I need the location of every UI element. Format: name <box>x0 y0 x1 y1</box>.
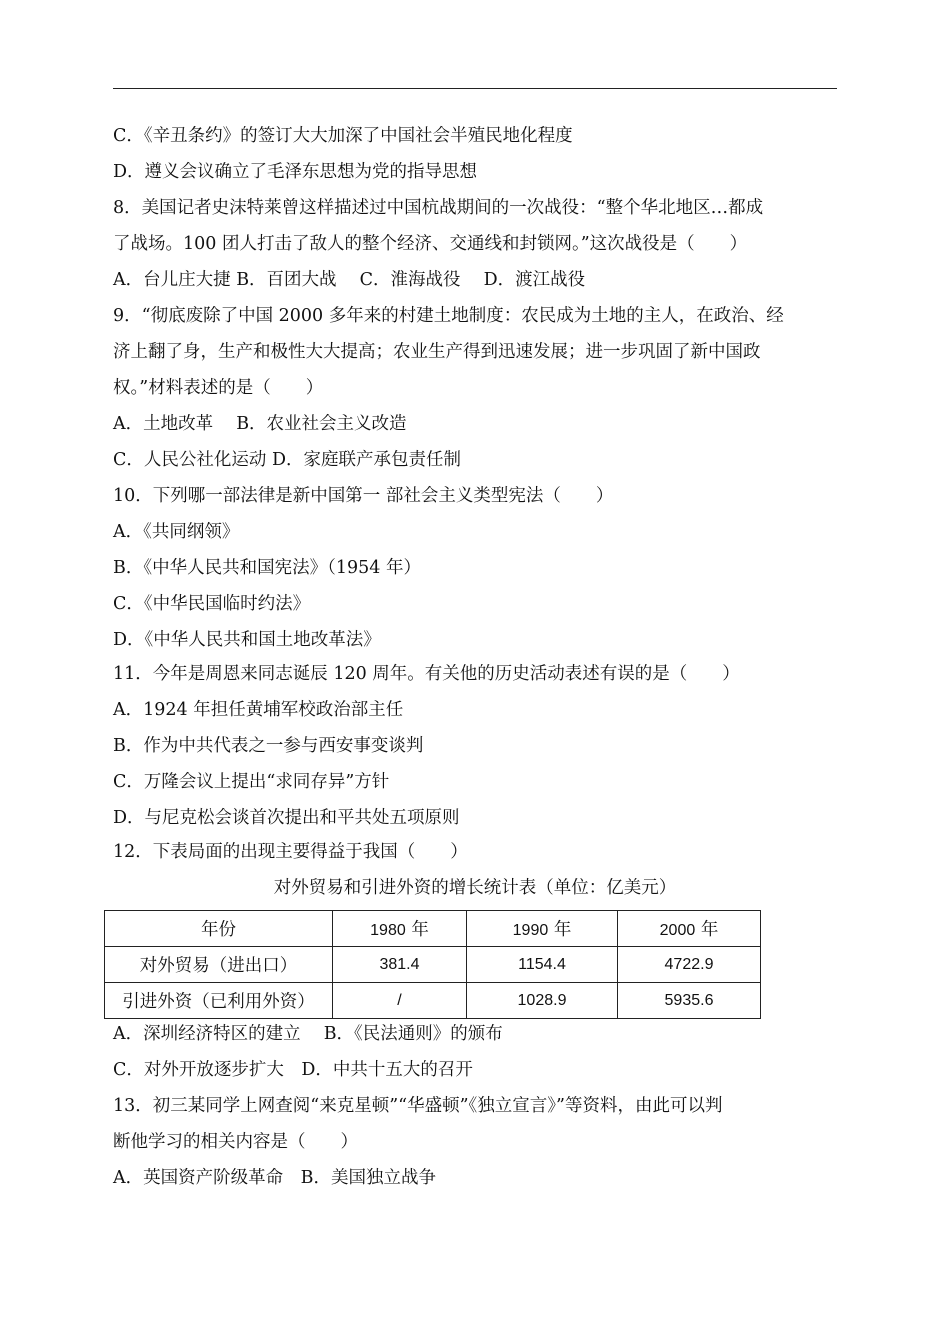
question-8-line-1: 8．美国记者史沫特莱曾这样描述过中国杭战期间的一次战役：“整个华北地区…都成 <box>113 198 764 218</box>
question-10-option-c: C．《中华民国临时约法》 <box>113 594 311 614</box>
question-9-line-3: 权。”材料表述的是（ ） <box>113 378 324 398</box>
question-13-line-1: 13．初三某同学上网查阅“来克星顿”“华盛顿”《独立宣言》”等资料，由此可以判 <box>113 1096 723 1116</box>
row-label-foreign-investment: 引进外资（已利用外资） <box>105 983 333 1019</box>
header-cell-1990: 1990 年 <box>467 911 618 947</box>
question-12-stem: 12．下表局面的出现主要得益于我国（ ） <box>113 842 468 862</box>
table-row <box>105 947 761 983</box>
table-cell: 1154.4 <box>467 947 618 983</box>
question-10-stem: 10．下列哪一部法律是新中国第一 部社会主义类型宪法（ ） <box>113 486 614 506</box>
question-9-options-ab: A．土地改革 B．农业社会主义改造 <box>113 414 407 434</box>
table-header-row <box>105 911 761 947</box>
question-11-option-c: C．万隆会议上提出“求同存异”方针 <box>113 772 390 792</box>
question-9-line-1: 9．“彻底废除了中国 2000 多年来的村建土地制度：农民成为土地的主人，在政治、经 <box>113 306 784 326</box>
question-11-stem: 11．今年是周恩来同志诞辰 120 周年。有关他的历史活动表述有误的是（ ） <box>113 664 740 684</box>
table-cell: 1028.9 <box>467 983 618 1019</box>
option-7d: D．遵义会议确立了毛泽东思想为党的指导思想 <box>113 162 478 182</box>
question-9-line-2: 济上翻了身，生产和极性大大提高；农业生产得到迅速发展；进一步巩固了新中国政 <box>113 342 761 362</box>
statistics-table <box>104 910 761 1019</box>
question-13-options-ab: A．英国资产阶级革命 B．美国独立战争 <box>113 1168 436 1188</box>
table-cell: / <box>333 983 467 1019</box>
table-cell: 4722.9 <box>618 947 761 983</box>
header-cell-1980: 1980 年 <box>333 911 467 947</box>
question-11-option-b: B．作为中共代表之一参与西安事变谈判 <box>113 736 424 756</box>
row-label-foreign-trade: 对外贸易（进出口） <box>105 947 333 983</box>
question-11-option-d: D．与尼克松会谈首次提出和平共处五项原则 <box>113 808 460 828</box>
table-row <box>105 983 761 1019</box>
question-11-option-a: A．1924 年担任黄埔军校政治部主任 <box>113 700 404 720</box>
table-cell: 5935.6 <box>618 983 761 1019</box>
question-8-options: A．台儿庄大捷 B．百团大战 C．淮海战役 D．渡江战役 <box>113 270 586 290</box>
table-caption: 对外贸易和引进外资的增长统计表（单位：亿美元） <box>273 878 677 898</box>
option-7c: C．《辛丑条约》的签订大大加深了中国社会半殖民地化程度 <box>113 126 573 146</box>
table-cell: 381.4 <box>333 947 467 983</box>
question-12-options-cd: C．对外开放逐步扩大 D．中共十五大的召开 <box>113 1060 473 1080</box>
question-12-options-ab: A．深圳经济特区的建立 B．《民法通则》的颁布 <box>113 1024 503 1044</box>
question-10-option-a: A．《共同纲领》 <box>113 522 240 542</box>
question-10-option-d: D．《中华人民共和国土地改革法》 <box>113 630 381 650</box>
header-cell-year: 年份 <box>105 911 333 947</box>
question-10-option-b: B．《中华人民共和国宪法》（1954 年） <box>113 558 421 578</box>
header-rule <box>113 88 837 89</box>
header-cell-2000: 2000 年 <box>618 911 761 947</box>
question-8-line-2: 了战场。100 团人打击了敌人的整个经济、交通线和封锁网。”这次战役是（ ） <box>113 234 748 254</box>
question-13-line-2: 断他学习的相关内容是（ ） <box>113 1132 358 1152</box>
question-9-options-cd: C．人民公社化运动 D．家庭联产承包责任制 <box>113 450 461 470</box>
